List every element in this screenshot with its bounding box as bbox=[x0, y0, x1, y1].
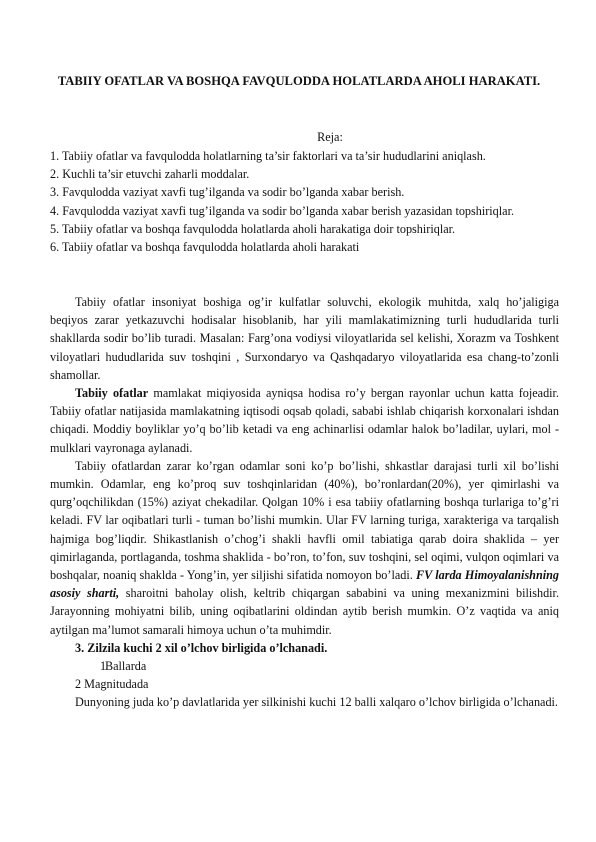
paragraph-consequences bbox=[50, 384, 559, 457]
section-heading bbox=[50, 639, 559, 657]
document-title: TABIIY OFATLAR VA BOSHQA FAVQULODDA HOLATLARDA AHOLI HARAKATI. bbox=[57, 74, 541, 88]
paragraph-text: Tabiiy ofatlardan zarar ko’rgan odamlar soni ko’p bo’lishi, shkastlar darajasi turli xil bo’lishi mumkin. Odamlar, eng ko’proq suv toshqinlaridan (40%), bo’ronlardan(20%), yer qimirlashi va qurg’oqchilikdan (15%) aziyat chekadilar. Qolgan 10% i esa tabiiy ofatlarning boshqa turlariga to’g’ri keladi. FV lar oqibatlari turli - tuman bo’lishi mumkin. Ular FV larning turiga, xarakteriga va tarqalish hajmiga bog’liqdir. Shikastlanish o’chog’i shakli havfli omil tabiatiga qarab doira shaklida – yer qimirlaganda, portlaganda, toshma shaklida - bo’ron, to’fon, suv toshqini, sel oqimi, vulqon oqimlari va boshqalar, noaniq shaklda - Yong’in, yer siljishi sifatida nomoyon bo’ladi. bbox=[50, 458, 559, 583]
plan-item-4: 4. Favqulodda vaziyat xavfi tug’ilganda va sodir bo’lganda xabar berish yazasidan topshiriqlar. bbox=[50, 203, 515, 218]
list-item: 2 Magnitudada bbox=[75, 677, 149, 692]
paragraph-damage bbox=[50, 457, 559, 639]
bold-term: Tabiiy ofatlar bbox=[75, 386, 149, 401]
list-item-text: Ballarda bbox=[105, 659, 147, 674]
plan-list bbox=[50, 147, 559, 256]
list-item-number: 1 bbox=[100, 659, 107, 674]
plan-item-2: 2. Kuchli ta’sir etuvchi zaharli moddalar. bbox=[50, 167, 250, 182]
plan-item-1: 1. Tabiiy ofatlar va favqulodda holatlarning ta’sir faktorlari va ta’sir hududlarini aniqlash. bbox=[50, 149, 486, 163]
plan-item-5: 5. Tabiiy ofatlar va boshqa favqulodda holatlarda aholi harakatiga doir topshiriqlar. bbox=[50, 221, 456, 236]
plan-item-3: 3. Favqulodda vaziyat xavfi tug’ilganda va sodir bo’lganda xabar berish. bbox=[50, 185, 405, 200]
plan-heading: Reja: bbox=[317, 130, 343, 144]
section-heading-text: 3. Zilzila kuchi 2 xil o’lchov birligida o’lchanadi. bbox=[75, 640, 328, 655]
paragraph-intro: Tabiiy ofatlar insoniyat boshiga og’ir kulfatlar soluvchi, ekologik muhitda, xalq ho’jaligiga beqiyos zarar yetkazuvchi hodisalar hisoblanib, har yili mamlakatimizning turli hududlarida turli shakllarda sodir bo’lib turadi. Masalan: Farg’ona vodiysi viloyatlarida sel kelishi, Xorazm va Toshkent viloyatlari hududlarida suv toshqini , Surxondaryo va Qashqadaryo viloyatlarida esa chang-to’zonli shamollar. bbox=[50, 295, 559, 382]
paragraph-text: sharoitni baholay olish, keltrib chiqargan sababini va uning mexanizmini bilishdir. Jarayonning mohiyatni bilib, uning oqibatlarini oldindan aytib berish mumkin. O’z vaqtida va aniq aytilgan ma’lumot samarali himoya uchun o’ta muhimdir. bbox=[50, 586, 559, 637]
paragraph-scale: Dunyoning juda ko’p davlatlarida yer silkinishi kuchi 12 balli xalqaro o’lchov birligida o’lchanadi. bbox=[75, 695, 558, 710]
plan-item-6: 6. Tabiiy ofatlar va boshqa favqulodda holatlarda aholi harakati bbox=[50, 240, 360, 255]
list-item bbox=[50, 657, 559, 675]
document-body bbox=[50, 293, 559, 712]
paragraph-text: mamlakat miqiyosida ayniqsa hodisa ro’y bergan rayonlar uchun katta fojeadir. Tabiiy ofatlar natijasida mamlakatning iqtisodi oqsab qoladi, sababi ishlab chiqarish korxonalari ishdan chiqadi. Moddiy boyliklar yo’q bo’lib ketadi va eng achinarlisi odamlar halok bo’ladilar, uylari, mol - mulklari vayronaga aylanadi. bbox=[50, 386, 559, 455]
bold-italic-term: FV larda Himoyalanishning asosiy sharti, bbox=[50, 568, 560, 601]
